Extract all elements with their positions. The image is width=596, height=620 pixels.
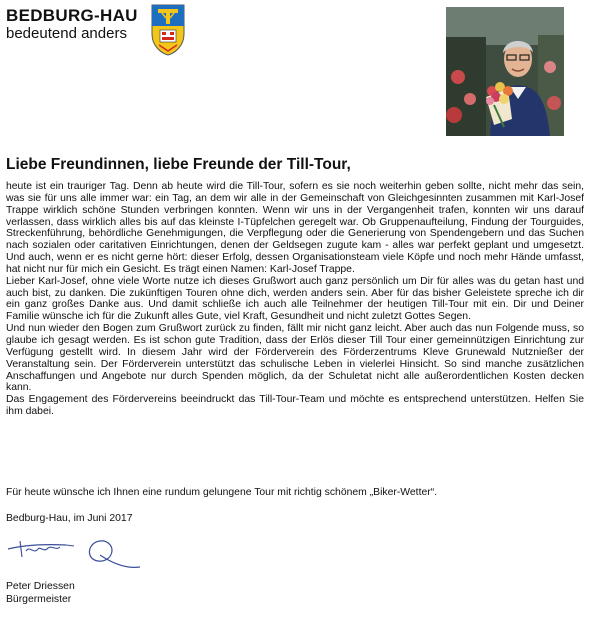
letter-body (6, 181, 584, 418)
body-paragraph: Und nun wieder den Bogen zum Grußwort zurück zu finden, fällt mir nicht ganz leicht. Aber auch das nun Folgende muss, so glaube ich gesagt werden. Es ist schon gute Tradition, dass der Erlös dieser Till Tour einer gemeinnützigen Einrichtung zur Verfügung gestellt wird. In diesem Jahr wird der Förderverein des Förderzentrums Kleve Grunewald Nutznießer der Veranstaltung sein. Der Förderverein unterstützt das schulische Leben in vielerlei Hinsicht. So sind manche zusätzlichen Anschaffungen und Angebote nur durch Spenden möglich, da der Schuletat nicht alle außerordentlichen Kosten decken kann. (6, 323, 584, 394)
brand-tagline: bedeutend anders (6, 25, 127, 42)
signer-block (6, 581, 75, 606)
place-date: Bedburg-Hau, im Juni 2017 (6, 513, 133, 524)
signer-name: Peter Driessen (6, 581, 75, 592)
portrait-image (446, 7, 564, 136)
signature-icon (4, 531, 154, 573)
body-paragraph: Lieber Karl-Josef, ohne viele Worte nutze ich dieses Grußwort auch ganz persönlich um Dir für alles was du getan hast und auch bist, zu danken. Die zukünftigen Touren ohne dich, werden anders sein. Aber für das bisher Geleistete spreche ich dir ein ganz großes Danke aus. Und damit schließe ich auch alle Teilnehmer der heutigen Till-Tour mit ein. Dir und Deiner Familie wünsche ich für die Zukunft alles Gute, viel Kraft, Gesundheit und nicht zuletzt Gottes Segen. (6, 275, 584, 323)
signer-title: Bürgermeister (6, 593, 72, 605)
coat-of-arms-icon (151, 4, 185, 56)
brand-name: BEDBURG-HAU (6, 6, 138, 25)
brand-logo (6, 6, 138, 43)
closing-line: Für heute wünsche ich Ihnen eine rundum gelungene Tour mit richtig schönem „Biker-Wetter“. (6, 487, 438, 498)
mayor-photo (446, 7, 564, 136)
body-paragraph: heute ist ein trauriger Tag. Denn ab heute wird die Till-Tour, sofern es sie noch weiterhin geben sollte, nicht mehr das sein, was sie für uns alle immer war: ein Tag, an dem wir alle in der Gemeinschaft von Gleichgesinnten zusammen mit Karl-Josef Trappe wirklich schöne Stunden verbringen konnten. Wenn wir uns in der Vergangenheit trafen, konnten wir uns darauf verlassen, dass wirklich alles bis auf das kleinste I-Tüpfelchen geregelt war. Ob Gruppenaufteilung, Findung der Tourguides, Streckenführung, behördliche Genehmigungen, die Verpflegung oder die Generierung von Spendengebern und das Suchen nach sozialen oder caritativen Einrichtungen, denen der Geldsegen zugute kam - alles war perfekt geplant und umgesetzt. Und auch, wenn er es nicht gerne hört: dieser Erfolg, dessen Organisationsteam viele Köpfe und noch mehr Hände umfasst, hat nicht nur für mich ein Gesicht. Es trägt einen Namen: Karl-Josef Trappe. (6, 181, 584, 275)
body-paragraph: Das Engagement des Fördervereins beeindruckt das Till-Tour-Team und möchte es entsprechend unterstützen. Helfen Sie ihm dabei. (6, 394, 584, 418)
salutation-heading: Liebe Freundinnen, liebe Freunde der Till-Tour, (6, 156, 351, 173)
